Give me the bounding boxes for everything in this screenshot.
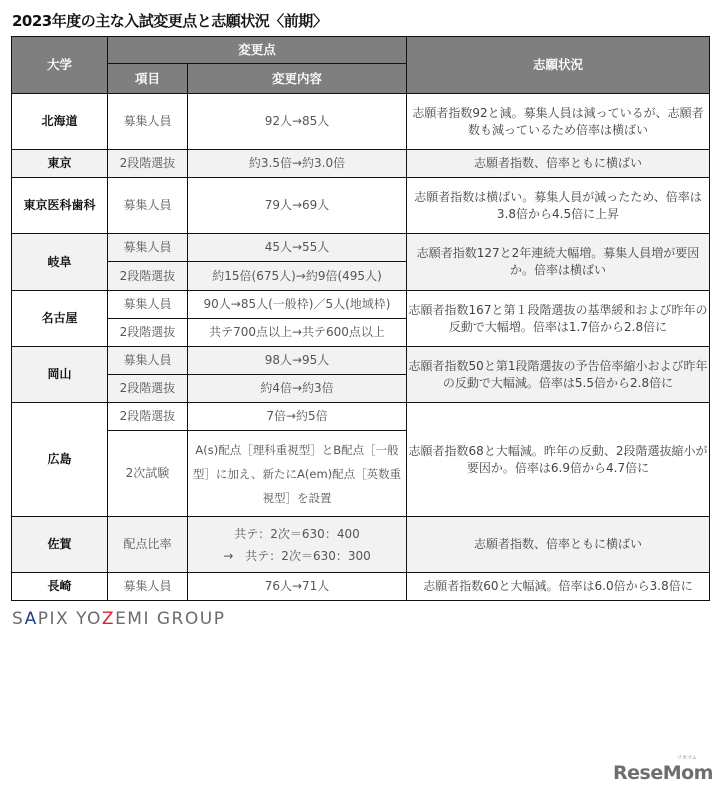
change-content: 約15倍(675人)→約9倍(495人) bbox=[188, 262, 407, 291]
application-status: 志願者指数、倍率ともに横ばい bbox=[407, 150, 710, 178]
change-item: 募集人員 bbox=[108, 178, 188, 234]
table-row bbox=[12, 150, 710, 178]
table-row bbox=[12, 347, 710, 375]
watermark-text: ReseMom bbox=[613, 762, 713, 784]
change-content: 76人→71人 bbox=[188, 573, 407, 601]
application-status: 志願者指数68と大幅減。昨年の反動、2段階選抜縮小が要因か。倍率は6.9倍から4.7倍に bbox=[407, 403, 710, 517]
application-status: 志願者指数92と減。募集人員は減っているが、志願者数も減っているため倍率は横ばい bbox=[407, 94, 710, 150]
change-item: 募集人員 bbox=[108, 573, 188, 601]
change-item: 2次試験 bbox=[108, 431, 188, 517]
change-content: 共テ700点以上→共テ600点以上 bbox=[188, 319, 407, 347]
change-item: 2段階選抜 bbox=[108, 150, 188, 178]
change-content: 45人→55人 bbox=[188, 234, 407, 262]
change-item: 2段階選抜 bbox=[108, 375, 188, 403]
change-content-line2: → 共テ：2次＝630：300 bbox=[223, 548, 371, 563]
application-status: 志願者指数は横ばい。募集人員が減ったため、倍率は3.8倍から4.5倍に上昇 bbox=[407, 178, 710, 234]
university-name: 東京医科歯科 bbox=[12, 178, 108, 234]
university-name: 岐阜 bbox=[12, 234, 108, 291]
application-status: 志願者指数60と大幅減。倍率は6.0倍から3.8倍に bbox=[407, 573, 710, 601]
change-content: 98人→95人 bbox=[188, 347, 407, 375]
university-name: 名古屋 bbox=[12, 291, 108, 347]
university-name: 東京 bbox=[12, 150, 108, 178]
table-row bbox=[12, 234, 710, 262]
table-row bbox=[12, 517, 710, 573]
table-row bbox=[12, 291, 710, 319]
application-status: 志願者指数127と2年連続大幅増。募集人員増が要因か。倍率は横ばい bbox=[407, 234, 710, 291]
change-content-line1: 共テ：2次＝630：400 bbox=[234, 526, 360, 541]
resemom-watermark-logo bbox=[613, 755, 713, 784]
change-content: A(s)配点［理科重視型］とB配点［一般型］に加え、新たにA(em)配点［英数重視型］を設置 bbox=[188, 431, 407, 517]
change-item: 2段階選抜 bbox=[108, 319, 188, 347]
table-row bbox=[12, 573, 710, 601]
change-content: 90人→85人(一般枠)／5人(地域枠) bbox=[188, 291, 407, 319]
change-content: 79人→69人 bbox=[188, 178, 407, 234]
university-name: 佐賀 bbox=[12, 517, 108, 573]
change-item: 2段階選抜 bbox=[108, 403, 188, 431]
university-name: 広島 bbox=[12, 403, 108, 517]
table-row bbox=[12, 94, 710, 150]
header-change-content: 変更内容 bbox=[188, 64, 407, 94]
logo-text-part: PIX YO bbox=[37, 609, 102, 629]
change-item: 募集人員 bbox=[108, 234, 188, 262]
table-row bbox=[12, 178, 710, 234]
logo-text-accent-blue: A bbox=[24, 609, 38, 629]
application-status: 志願者指数、倍率ともに横ばい bbox=[407, 517, 710, 573]
change-content: 7倍→約5倍 bbox=[188, 403, 407, 431]
change-content: 92人→85人 bbox=[188, 94, 407, 150]
application-status: 志願者指数167と第１段階選抜の基準緩和および昨年の反動で大幅増。倍率は1.7倍から2.8倍に bbox=[407, 291, 710, 347]
change-content: 約4倍→約3倍 bbox=[188, 375, 407, 403]
page-title: 2023年度の主な入試変更点と志願状況〈前期〉 bbox=[12, 12, 328, 30]
watermark-ruby: リセマム bbox=[677, 755, 697, 761]
logo-text-accent-red: Z bbox=[101, 609, 116, 629]
logo-text-part: EMI GROUP bbox=[115, 609, 226, 629]
table-row bbox=[12, 403, 710, 431]
change-item: 募集人員 bbox=[108, 347, 188, 375]
header-application-status: 志願状況 bbox=[407, 37, 710, 94]
change-item: 募集人員 bbox=[108, 94, 188, 150]
header-item: 項目 bbox=[108, 64, 188, 94]
change-content bbox=[188, 517, 407, 573]
university-name: 北海道 bbox=[12, 94, 108, 150]
university-name: 長崎 bbox=[12, 573, 108, 601]
change-item: 2段階選抜 bbox=[108, 262, 188, 291]
change-content: 約3.5倍→約3.0倍 bbox=[188, 150, 407, 178]
header-university: 大学 bbox=[12, 37, 108, 94]
change-item: 配点比率 bbox=[108, 517, 188, 573]
logo-text-part: S bbox=[12, 609, 25, 629]
application-status: 志願者指数50と第1段階選抜の予告倍率縮小および昨年の反動で大幅減。倍率は5.5倍から2.8倍に bbox=[407, 347, 710, 403]
change-item: 募集人員 bbox=[108, 291, 188, 319]
sapix-yozemi-group-logo bbox=[12, 609, 225, 629]
admission-changes-table bbox=[11, 36, 710, 601]
university-name: 岡山 bbox=[12, 347, 108, 403]
header-changes: 変更点 bbox=[108, 37, 407, 64]
